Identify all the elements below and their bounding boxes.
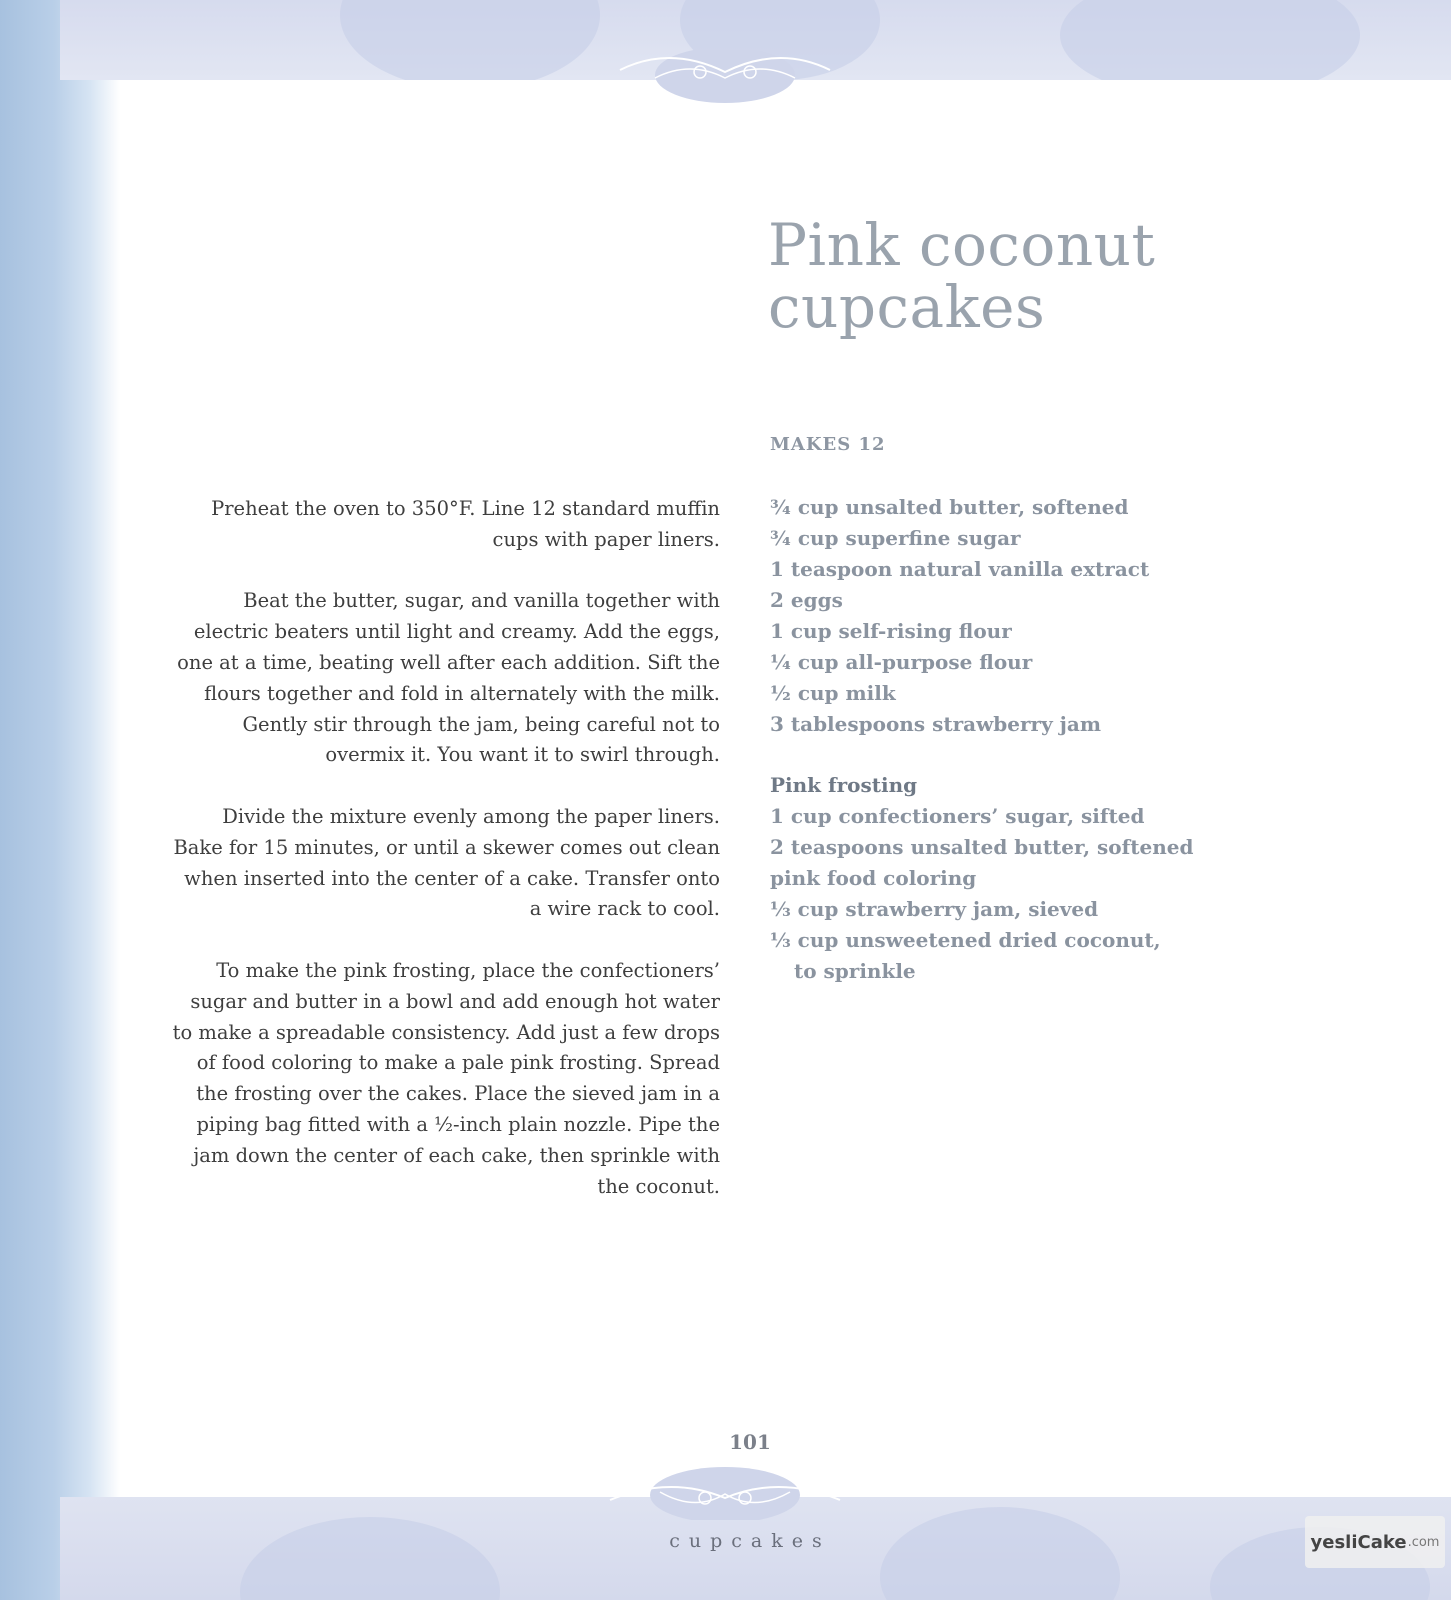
- watermark-logo: [1305, 1516, 1445, 1568]
- ingredient-item: 1 teaspoon natural vanilla extract: [770, 557, 1150, 581]
- ingredient-list: [770, 492, 1230, 987]
- title-line-1: Pink coconut: [768, 211, 1156, 279]
- floral-ornament-bottom: [560, 1460, 890, 1520]
- method-text: [168, 494, 720, 1233]
- ingredient-item: 2 eggs: [770, 588, 843, 612]
- frosting-ingredient-item: 2 teaspoons unsalted butter, softened: [770, 835, 1194, 859]
- frosting-ingredient-item: to sprinkle: [794, 959, 916, 983]
- title-line-2: cupcakes: [768, 273, 1046, 341]
- floral-ornament-top: [560, 50, 890, 110]
- ingredient-item: ½ cup milk: [770, 681, 896, 705]
- method-step: Preheat the oven to 350°F. Line 12 standard muffin cups with paper liners.: [211, 497, 720, 551]
- method-step: Beat the butter, sugar, and vanilla together with electric beaters until light and creamy. Add the eggs, one at a time, beating well after each addition. Sift the flours together and fold in alternately with the milk. Gently stir through the jam, being careful not to overmix it. You want it to swirl through.: [177, 589, 720, 767]
- ingredient-item: ¼ cup all-purpose flour: [770, 650, 1033, 674]
- ingredient-item: ¾ cup unsalted butter, softened: [770, 495, 1129, 519]
- ingredient-item: 3 tablespoons strawberry jam: [770, 712, 1102, 736]
- frosting-heading: Pink frosting: [770, 773, 918, 797]
- book-spine-shadow: [0, 0, 120, 1600]
- frosting-ingredient-item: pink food coloring: [770, 866, 977, 890]
- watermark-name: yesliCake: [1310, 1531, 1407, 1553]
- frosting-ingredient-item: ⅓ cup strawberry jam, sieved: [770, 897, 1099, 921]
- recipe-title: [768, 211, 1328, 341]
- ingredient-item: ¾ cup superfine sugar: [770, 526, 1021, 550]
- ingredient-item: 1 cup self-rising flour: [770, 619, 1012, 643]
- method-step: Divide the mixture evenly among the paper liners. Bake for 15 minutes, or until a skewer comes out clean when inserted into the center of a cake. Transfer onto a wire rack to cool.: [173, 804, 720, 921]
- section-footer-label: cupcakes: [669, 1530, 831, 1552]
- frosting-ingredient-item: ⅓ cup unsweetened dried coconut,: [770, 928, 1161, 952]
- watermark-domain: .com: [1407, 1534, 1440, 1550]
- frosting-ingredient-item: 1 cup confectioners’ sugar, sifted: [770, 804, 1145, 828]
- yield-label: MAKES 12: [770, 434, 886, 455]
- page-number: 101: [729, 1430, 771, 1454]
- method-step: To make the pink frosting, place the confectioners’ sugar and butter in a bowl and add enough hot water to make a spreadable consistency. Add just a few drops of food coloring to make a pale pink frosting. Spread the frosting over the cakes. Place the sieved jam in a piping bag fitted with a ½-inch plain nozzle. Pipe the jam down the center of each cake, then sprinkle with the coconut.: [172, 958, 720, 1198]
